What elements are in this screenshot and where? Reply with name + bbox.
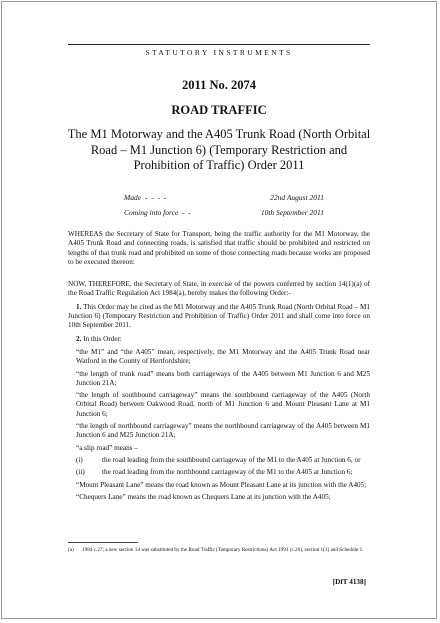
article-1-text: This Order may be cited as the M1 Motorway and the A405 Trunk Road (North Orbital Road – M1 Junction 6) (Temporary Restriction and Prohibition of Traffic) Order 2011 and shall come into force on 10th September 2011. — [68, 302, 370, 330]
header-rule — [68, 44, 370, 45]
definition-m1-a405: “the M1” and “the A405” mean, respectively, the M1 Motorway and the A405 Trunk Road near Watford in the County of Hertfordshire; — [76, 347, 370, 366]
coming-into-force-label: Coming into force - - — [124, 208, 191, 217]
force-date-row — [124, 205, 324, 220]
definition-chequers-lane: “Chequers Lane” means the road known as Chequers Lane at its junction with the A405; — [76, 492, 331, 501]
document-reference: [DfT 4138] — [332, 578, 366, 586]
slip-road-item-i — [68, 456, 370, 465]
recital-paragraph: WHEREAS the Secretary of State for Transport, being the traffic authority for the M1 Motorway, the A405 Trunk Road and connecting roads, is satisfied that traffic should be prohibited and restricted on lengths of that trunk road and prohibited on some of those connecting roads because works are proposed to be executed thereon: — [68, 230, 370, 266]
footnote — [68, 547, 370, 554]
order-title: The M1 Motorway and the A405 Trunk Road (North Orbital Road – M1 Junction 6) (Temporary Restriction and Prohibition of Traffic) Order 2011 — [67, 127, 371, 172]
definition-northbound-carriageway: “the length of northbound carriageway” means the northbound carriageway of the A405 between M1 Junction 6 and M25 Junction 21A; — [76, 422, 370, 440]
article-2-text: In this Order: — [83, 334, 122, 343]
slip-road-item-i-text: the road leading from the southbound carriageway of the M1 to the A405 at Junction 6, or — [102, 455, 361, 464]
instrument-subject: ROAD TRAFFIC — [171, 103, 267, 117]
definition-length-of-trunk-road: “the length of trunk road” means both carriageways of the A405 between M1 Junction 6 and M25 Junction 21A; — [76, 369, 370, 387]
footnote-rule — [68, 542, 138, 543]
article-1-number: 1. — [76, 302, 82, 311]
made-date: 22nd August 2011 — [270, 193, 324, 202]
series-heading: STATUTORY INSTRUMENTS — [145, 48, 293, 57]
made-label: Made - - - - — [124, 193, 167, 202]
definition-slip-road: “a slip road” means – — [76, 443, 138, 452]
slip-road-item-ii-text: the road leading from the northbound carriageway of the M1 to the A405 at Junction 6; — [102, 468, 353, 477]
slip-road-item-ii — [68, 468, 370, 477]
article-2 — [68, 335, 370, 344]
order-body — [68, 230, 370, 505]
dates-block — [124, 190, 324, 220]
article-1 — [68, 303, 370, 331]
coming-into-force-date: 10th September 2011 — [260, 208, 324, 217]
document-page — [1, 1, 437, 619]
definition-southbound-carriageway: “the length of southbound carriageway” means the southbound carriageway of the A405 (North Orbital Road) between Oakwood Road, north of M1 Junction 6 and Mount Pleasant Lane at M1 Junction 6; — [76, 391, 370, 418]
made-date-row — [124, 190, 324, 205]
instrument-number: 2011 No. 2074 — [182, 78, 256, 92]
footnote-marker: (a) — [68, 547, 74, 553]
slip-road-item-i-number: (i) — [76, 455, 83, 464]
article-2-number: 2. — [76, 334, 82, 343]
slip-road-item-ii-number: (ii) — [76, 468, 85, 477]
enacting-paragraph: NOW, THEREFORE, the Secretary of State, in exercise of the powers conferred by section 14(1)(a) of the Road Traffic Regulation Act 1984(a), hereby makes the following Order:- — [68, 280, 370, 298]
footnote-text: 1984 c.27; a new section 14 was substituted by the Road Traffic (Temporary Restrictions) Act 1991 (c.26), section 1(1) and Schedule 1. — [82, 547, 364, 553]
definition-mount-pleasant-lane: “Mount Pleasant Lane” means the road known as Mount Pleasant Lane at its junction with the A405; — [76, 480, 367, 489]
